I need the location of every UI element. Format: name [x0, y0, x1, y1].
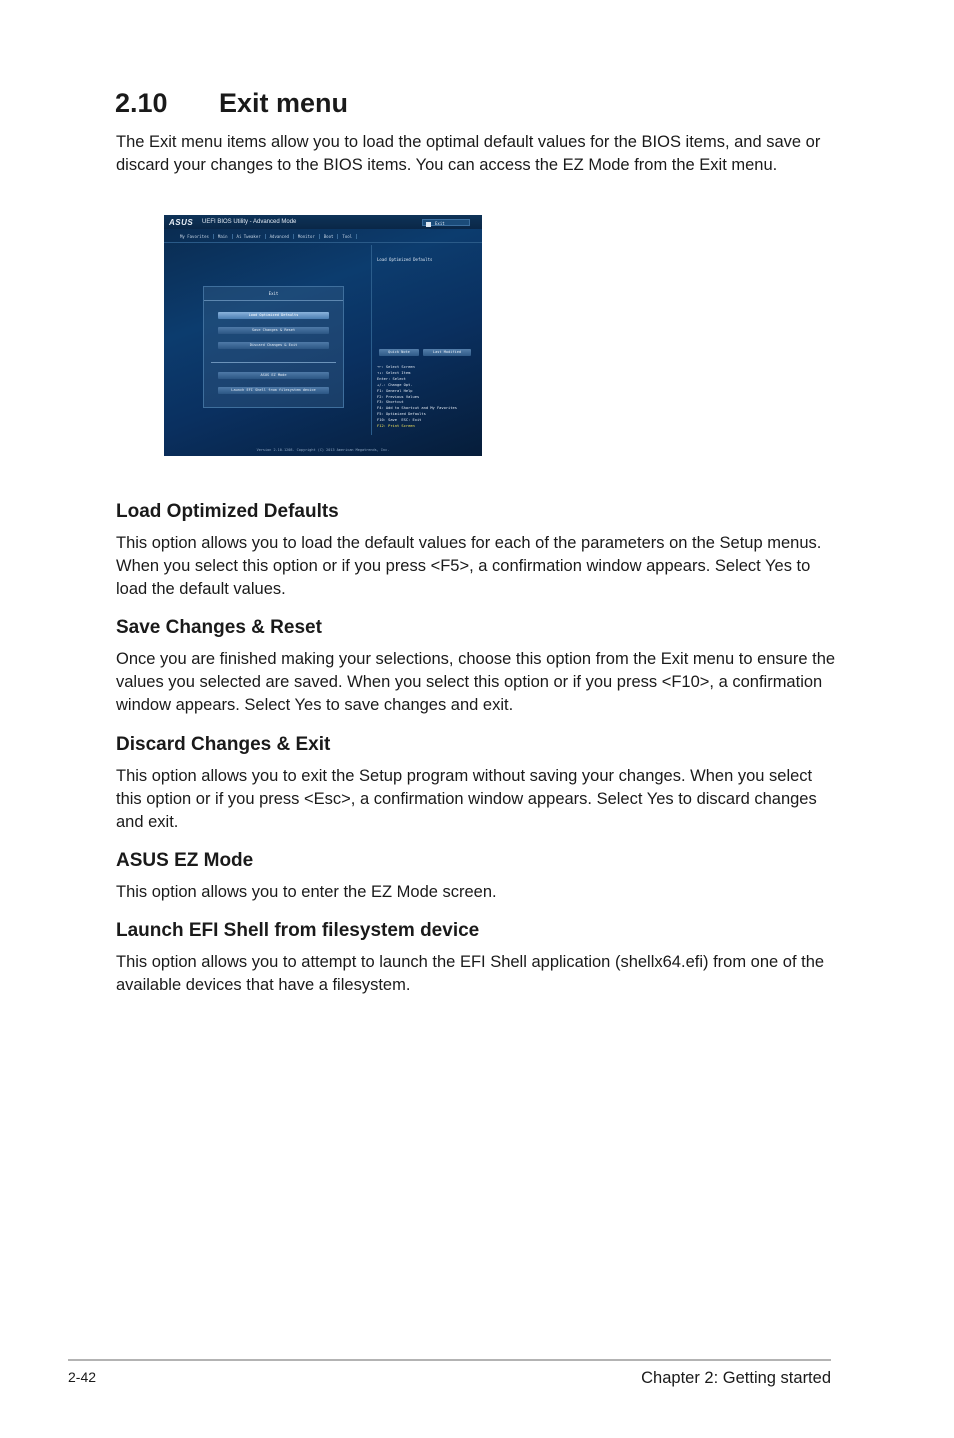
- bios-tab-bar: [164, 230, 482, 243]
- bios-key-line: Enter: Select: [377, 376, 406, 381]
- bios-exit-panel: [203, 286, 344, 408]
- bios-tab-ai-tweaker[interactable]: Ai Tweaker: [233, 234, 266, 239]
- bios-key-line: F2: Previous Values: [377, 394, 420, 399]
- bios-launch-efi-shell[interactable]: Launch EFI Shell from filesystem device: [218, 387, 329, 394]
- body-save-changes-reset: Once you are finished making your selections, choose this option from the Exit menu to ensure the values you selected are saved. When you select this option or if you press <F10>, a confirmation window appears. Select Yes to save changes and exit.: [116, 650, 836, 714]
- bios-save-changes-reset[interactable]: Save Changes & Reset: [218, 327, 329, 334]
- intro-paragraph: The Exit menu items allow you to load the optimal default values for the BIOS items, and save or discard your changes to the BIOS items. You can access the EZ Mode from the Exit menu.: [116, 133, 821, 174]
- bios-tab-main[interactable]: Main: [214, 234, 233, 239]
- bios-key-line: F4: Add to Shortcut and My Favorites: [377, 406, 457, 411]
- exit-icon: [426, 222, 431, 227]
- bios-menu-separator: [211, 362, 336, 363]
- bios-key-line: +/-: Change Opt.: [377, 382, 413, 387]
- body-load-optimized-defaults: This option allows you to load the default values for each of the parameters on the Setup menus. When you select this option or if you press <F5>, a confirmation window appears. Select Yes to load the default values.: [116, 534, 822, 598]
- bios-key-legend: [377, 365, 457, 430]
- heading-asus-ez-mode: ASUS EZ Mode: [116, 850, 254, 871]
- bios-key-line: ↑↓: Select Item: [377, 370, 411, 375]
- bios-tab-my-favorites[interactable]: My Favorites: [164, 234, 214, 239]
- bios-exit-button[interactable]: [422, 219, 470, 226]
- bios-load-optimized-defaults[interactable]: Load Optimized Defaults: [218, 312, 329, 319]
- body-launch-efi-shell: This option allows you to attempt to launch the EFI Shell application (shellx64.efi) from one of the available devices that have a filesystem.: [116, 953, 825, 994]
- heading-launch-efi-shell: Launch EFI Shell from filesystem device: [116, 920, 480, 941]
- heading-load-optimized-defaults: Load Optimized Defaults: [116, 501, 339, 522]
- bios-key-line: F10: Save ESC: Exit: [377, 418, 422, 423]
- body-asus-ez-mode: This option allows you to enter the EZ Mode screen.: [116, 883, 497, 901]
- bios-exit-label: Exit: [435, 221, 445, 226]
- heading-save-changes-reset: Save Changes & Reset: [116, 617, 322, 638]
- bios-tab-advanced[interactable]: Advanced: [266, 234, 294, 239]
- section-number: 2.10: [115, 88, 168, 118]
- body-discard-changes-exit: This option allows you to exit the Setup program without saving your changes. When you select this option or if you press <Esc>, a confirmation window appears. Select Yes to discard changes and exit.: [116, 767, 817, 831]
- bios-key-line: F3: Shortcut: [377, 400, 404, 405]
- bios-quick-note-button[interactable]: Quick Note: [379, 349, 419, 356]
- bios-key-line: F5: Optimized Defaults: [377, 412, 426, 417]
- bios-titlebar: [164, 215, 482, 229]
- bios-discard-changes-exit[interactable]: Discard Changes & Exit: [218, 342, 329, 349]
- bios-tab-monitor[interactable]: Monitor: [294, 234, 320, 239]
- page-number: 2-42: [68, 1369, 97, 1385]
- bios-version-footer: Version 2.10.1208. Copyright (C) 2013 American Megatrends, Inc.: [256, 448, 390, 452]
- bios-asus-ez-mode[interactable]: ASUS EZ Mode: [218, 372, 329, 379]
- bios-tab-tool[interactable]: Tool: [338, 234, 357, 239]
- chapter-label: Chapter 2: Getting started: [641, 1369, 831, 1387]
- bios-key-line-highlight: F12: Print Screen: [377, 424, 415, 429]
- bios-screenshot: [164, 215, 482, 456]
- bios-divider: [371, 245, 372, 435]
- bios-key-line: F1: General Help: [377, 388, 413, 393]
- title-text: Exit menu: [219, 88, 349, 118]
- bios-panel-title: Exit: [204, 287, 343, 301]
- page-title: [115, 88, 348, 119]
- bios-utility-title: UEFI BIOS Utility - Advanced Mode: [202, 219, 297, 225]
- bios-help-title: Load Optimized Defaults: [377, 257, 433, 262]
- footer-rule: [68, 1359, 831, 1361]
- asus-logo: ASUS: [169, 218, 194, 227]
- bios-tab-boot[interactable]: Boot: [320, 234, 339, 239]
- heading-discard-changes-exit: Discard Changes & Exit: [116, 734, 331, 755]
- bios-last-modified-button[interactable]: Last Modified: [423, 349, 471, 356]
- bios-key-line: →←: Select Screen: [377, 365, 415, 369]
